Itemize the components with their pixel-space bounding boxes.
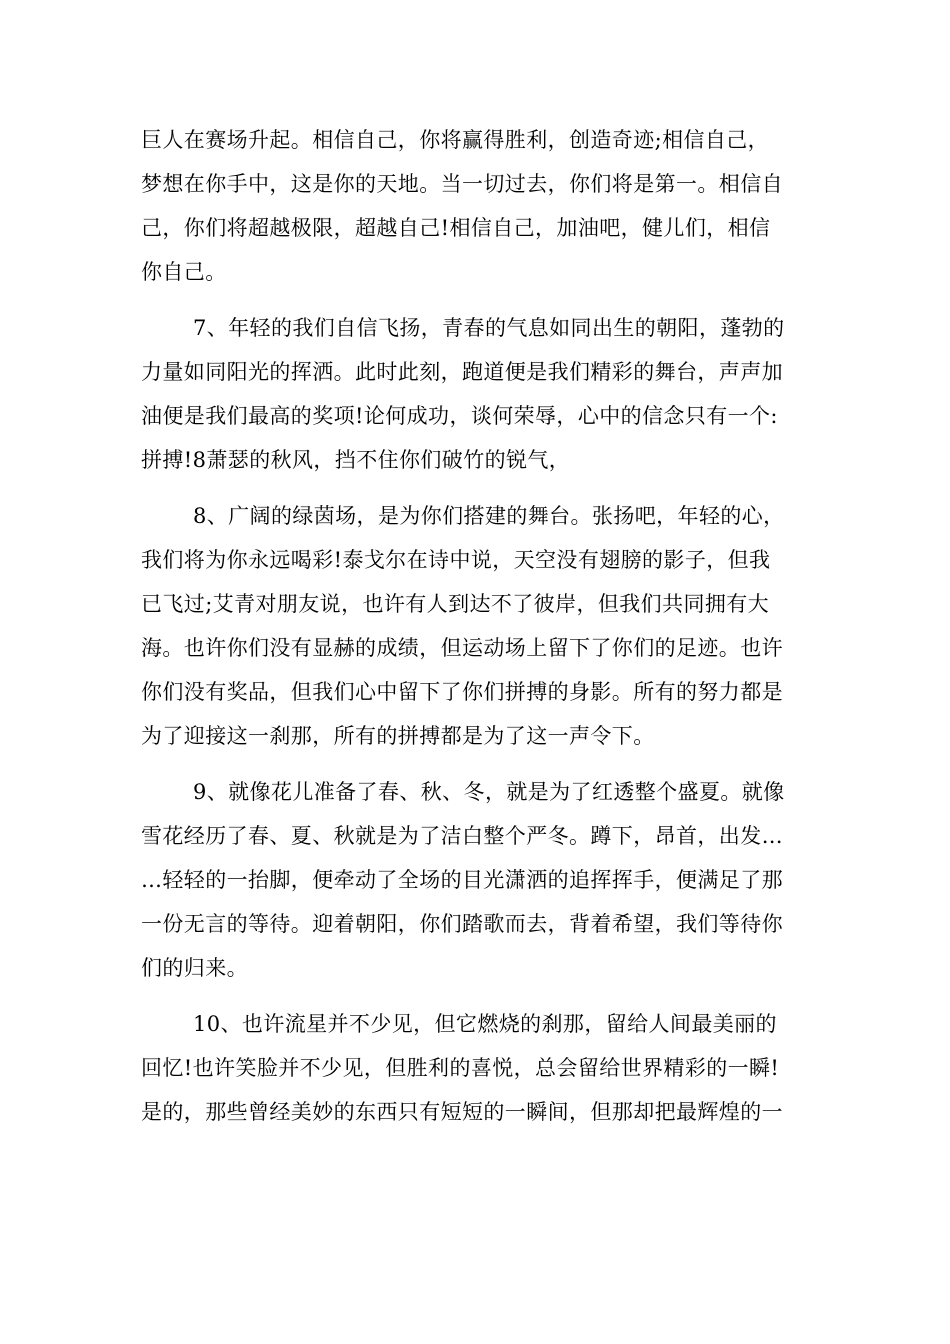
text-line: 你们没有奖品，但我们心中留下了你们拼搏的身影。所有的努力都是 <box>141 680 783 704</box>
text-line: …轻轻的一抬脚，便牵动了全场的目光潇洒的追挥挥手，便满足了那 <box>141 868 783 892</box>
text-line: 梦想在你手中，这是你的天地。当一切过去，你们将是第一。相信自 <box>141 172 783 196</box>
text-line: 8、广阔的绿茵场，是为你们搭建的舞台。张扬吧，年轻的心， <box>193 504 785 528</box>
text-line: 巨人在赛场升起。相信自己，你将赢得胜利，创造奇迹;相信自己， <box>141 128 770 152</box>
text-line: 拼搏!8萧瑟的秋风，挡不住你们破竹的锐气， <box>141 448 571 472</box>
text-line: 们的归来。 <box>141 956 248 980</box>
text-line: 己，你们将超越极限，超越自己!相信自己，加油吧，健儿们，相信 <box>141 216 771 240</box>
text-line: 海。也许你们没有显赫的成绩，但运动场上留下了你们的足迹。也许 <box>141 636 783 660</box>
paragraph-item-7 <box>141 306 813 482</box>
text-line: 已飞过;艾青对朋友说，也许有人到达不了彼岸，但我们共同拥有大 <box>141 592 770 616</box>
paragraph-item-9 <box>141 770 813 990</box>
text-line: 你自己。 <box>141 260 227 284</box>
text-line: 是的，那些曾经美妙的东西只有短短的一瞬间，但那却把最辉煌的一 <box>141 1100 783 1124</box>
text-line: 回忆!也许笑脸并不少见，但胜利的喜悦，总会留给世界精彩的一瞬! <box>141 1056 780 1080</box>
text-line: 7、年轻的我们自信飞扬，青春的气息如同出生的朝阳，蓬勃的 <box>193 316 785 340</box>
text-line: 油便是我们最高的奖项!论何成功，谈何荣辱，心中的信念只有一个: <box>141 404 778 428</box>
paragraph-1 <box>141 118 813 294</box>
text-line: 一份无言的等待。迎着朝阳，你们踏歌而去，背着希望，我们等待你 <box>141 912 783 936</box>
document-body <box>141 118 813 1146</box>
text-line: 雪花经历了春、夏、秋就是为了洁白整个严冬。蹲下，昂首，出发… <box>141 824 783 848</box>
text-line: 我们将为你永远喝彩!泰戈尔在诗中说，天空没有翅膀的影子，但我 <box>141 548 771 572</box>
text-line: 9、就像花儿准备了春、秋、冬，就是为了红透整个盛夏。就像 <box>193 780 785 804</box>
paragraph-item-8 <box>141 494 813 758</box>
paragraph-item-10 <box>141 1002 813 1134</box>
text-line: 10、也许流星并不少见，但它燃烧的刹那，留给人间最美丽的 <box>193 1012 777 1036</box>
text-line: 力量如同阳光的挥洒。此时此刻，跑道便是我们精彩的舞台，声声加 <box>141 360 783 384</box>
text-line: 为了迎接这一刹那，所有的拼搏都是为了这一声令下。 <box>141 724 655 748</box>
